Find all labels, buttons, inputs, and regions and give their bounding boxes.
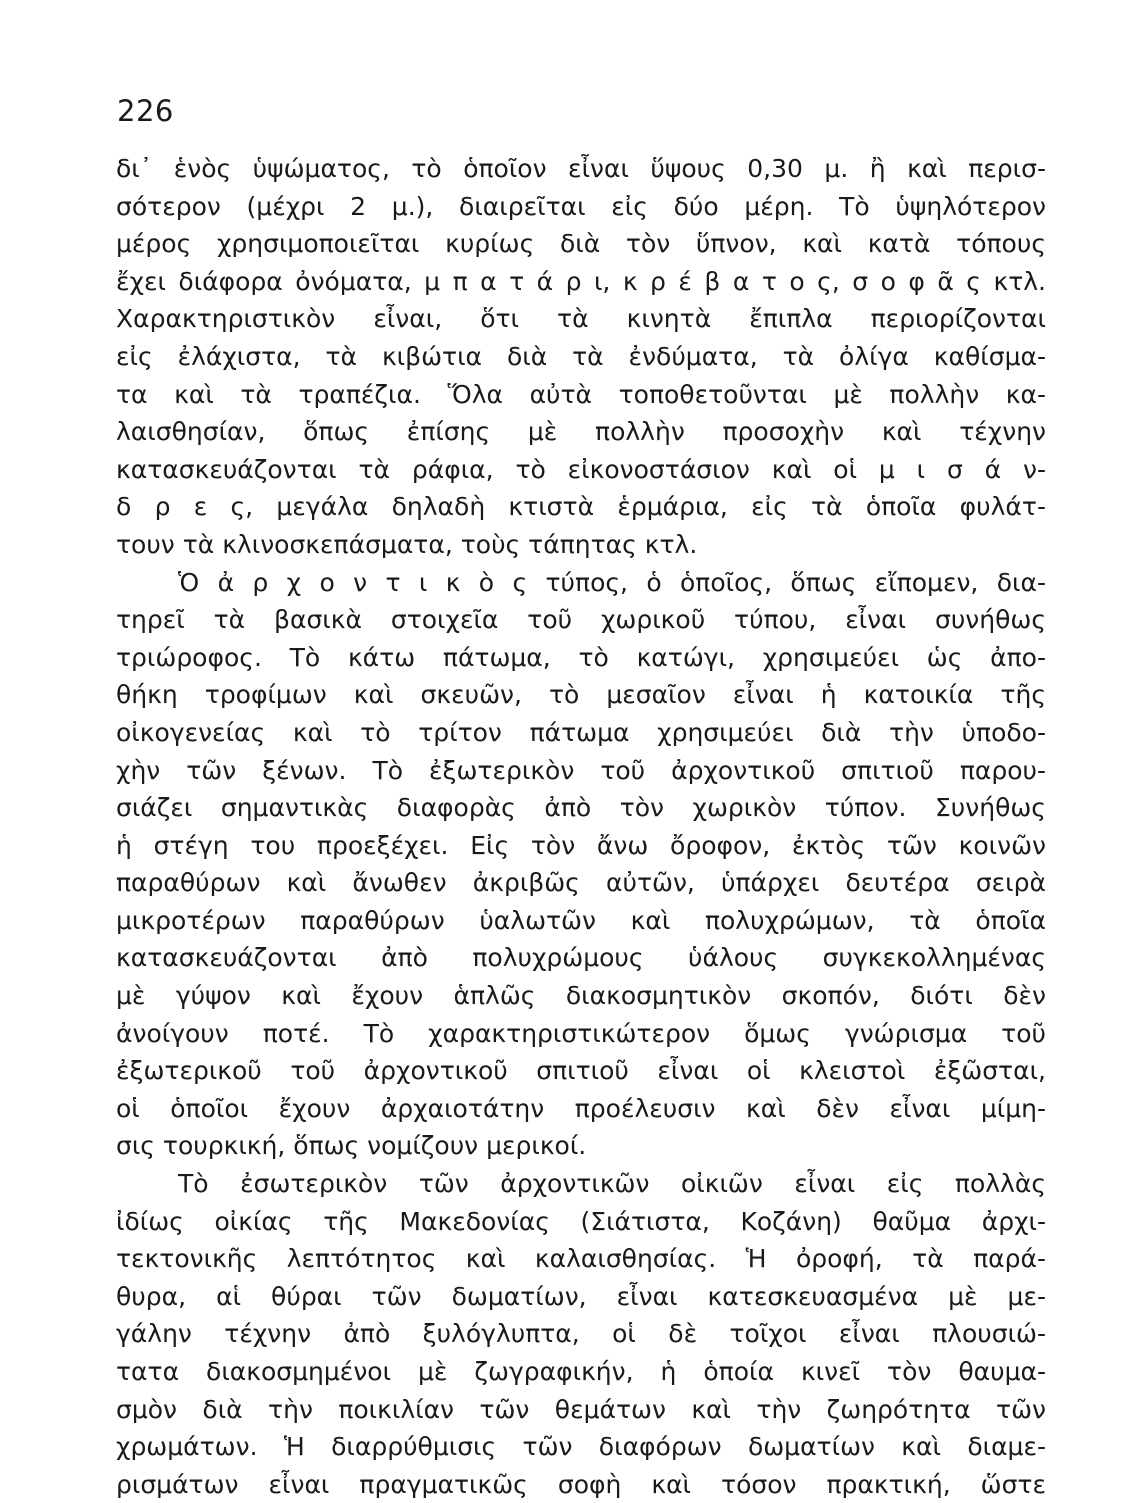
body-text: [116, 150, 1046, 1503]
text-line: παραθύρων καὶ ἄνωθεν ἀκριβῶς αὐτῶν, ὑπάρχει δευτέρα σειρὰ: [116, 868, 1046, 898]
text-line: οἰκογενείας καὶ τὸ τρίτον πάτωμα χρησιμεύει διὰ τὴν ὑποδο-: [116, 717, 1046, 747]
paragraph-start-line: Τὸ ἐσωτερικὸν τῶν ἀρχοντικῶν οἰκιῶν εἶναι εἰς πολλὰς: [178, 1169, 1046, 1199]
text-line: κατασκευάζονται τὰ ράφια, τὸ εἰκονοστάσιον καὶ οἱ μ ι σ ά ν-: [116, 454, 1046, 484]
text-line: τατα διακοσμημένοι μὲ ζωγραφικήν, ἡ ὁποία κινεῖ τὸν θαυμα-: [116, 1357, 1046, 1386]
text-line: Χαρακτηριστικὸν εἶναι, ὅτι τὰ κινητὰ ἔπιπλα περιορίζονται: [116, 304, 1046, 334]
text-line: θυρα, αἱ θύραι τῶν δωματίων, εἶναι κατεσκευασμένα μὲ με-: [116, 1281, 1046, 1311]
text-line: ἀνοίγουν ποτέ. Τὸ χαρακτηριστικώτερον ὅμως γνώρισμα τοῦ: [116, 1018, 1046, 1048]
text-line: σότερον (μέχρι 2 μ.), διαιρεῖται εἰς δύο μέρη. Τὸ ὑψηλότερον: [116, 191, 1046, 221]
paragraph-start-line: Ὁ ἀ ρ χ ο ν τ ι κ ὸ ς τύπος, ὁ ὁποῖος, ὅπως εἴπομεν, δια-: [178, 567, 1046, 597]
text-line: ἐξωτερικοῦ τοῦ ἀρχοντικοῦ σπιτιοῦ εἶναι οἱ κλειστοὶ ἐξῶσται,: [116, 1056, 1046, 1086]
text-line: ρισμάτων εἶναι πραγματικῶς σοφὴ καὶ τόσον πρακτική, ὥστε: [116, 1469, 1046, 1499]
text-line: σιάζει σημαντικὰς διαφορὰς ἀπὸ τὸν χωρικὸν τύπον. Συνήθως: [116, 793, 1046, 823]
text-line: τα καὶ τὰ τραπέζια. Ὅλα αὐτὰ τοποθετοῦνται μὲ πολλὴν κα-: [116, 379, 1046, 409]
text-line: χρωμάτων. Ἡ διαρρύθμισις τῶν διαφόρων δωματίων καὶ διαμε-: [116, 1432, 1046, 1462]
text-line: δι᾽ ἑνὸς ὑψώματος, τὸ ὁποῖον εἶναι ὕψους 0,30 μ. ἢ καὶ περισ-: [116, 154, 1046, 183]
page-number: 226: [117, 94, 174, 128]
text-line: γάλην τέχνην ἀπὸ ξυλόγλυπτα, οἱ δὲ τοῖχοι εἶναι πλουσιώ-: [116, 1319, 1046, 1349]
text-line: ἡ στέγη του προεξέχει. Εἰς τὸν ἄνω ὄροφον, ἐκτὸς τῶν κοινῶν: [116, 830, 1046, 860]
text-line: κατασκευάζονται ἀπὸ πολυχρώμους ὑάλους συγκεκολλημένας: [116, 943, 1046, 973]
text-line: εἰς ἐλάχιστα, τὰ κιβώτια διὰ τὰ ἐνδύματα, τὰ ὀλίγα καθίσμα-: [116, 341, 1046, 371]
text-line: τουν τὰ κλινοσκεπάσματα, τοὺς τάπητας κτλ.: [116, 529, 698, 559]
text-line: τηρεῖ τὰ βασικὰ στοιχεῖα τοῦ χωρικοῦ τύπου, εἶναι συνήθως: [116, 605, 1046, 635]
text-line: σις τουρκική, ὅπως νομίζουν μερικοί.: [116, 1131, 587, 1161]
text-line: ἰδίως οἰκίας τῆς Μακεδονίας (Σιάτιστα, Κοζάνη) θαῦμα ἀρχι-: [116, 1206, 1046, 1236]
text-line: σμὸν διὰ τὴν ποικιλίαν τῶν θεμάτων καὶ τὴν ζωηρότητα τῶν: [116, 1394, 1046, 1424]
text-line: δ ρ ε ς, μεγάλα δηλαδὴ κτιστὰ ἑρμάρια, εἰς τὰ ὁποῖα φυλάτ-: [116, 492, 1046, 522]
text-line: λαισθησίαν, ὅπως ἐπίσης μὲ πολλὴν προσοχὴν καὶ τέχνην: [116, 417, 1046, 447]
text-line: ἔχει διάφορα ὀνόματα, μ π α τ ά ρ ι, κ ρ έ β α τ ο ς, σ ο φ ᾶ ς κτλ.: [116, 266, 1046, 296]
text-line: οἱ ὁποῖοι ἔχουν ἀρχαιοτάτην προέλευσιν καὶ δὲν εἶναι μίμη-: [116, 1093, 1046, 1123]
text-line: θήκη τροφίμων καὶ σκευῶν, τὸ μεσαῖον εἶναι ἡ κατοικία τῆς: [116, 680, 1046, 710]
text-line: μικροτέρων παραθύρων ὑαλωτῶν καὶ πολυχρώμων, τὰ ὁποῖα: [116, 905, 1046, 935]
text-line: τριώροφος. Τὸ κάτω πάτωμα, τὸ κατώγι, χρησιμεύει ὡς ἀπο-: [116, 642, 1046, 672]
text-line: χὴν τῶν ξένων. Τὸ ἐξωτερικὸν τοῦ ἀρχοντικοῦ σπιτιοῦ παρου-: [116, 755, 1046, 785]
text-line: μέρος χρησιμοποιεῖται κυρίως διὰ τὸν ὕπνον, καὶ κατὰ τόπους: [116, 229, 1046, 259]
text-line: τεκτονικῆς λεπτότητος καὶ καλαισθησίας. Ἡ ὀροφή, τὰ παρά-: [116, 1244, 1046, 1274]
text-line: μὲ γύψον καὶ ἔχουν ἁπλῶς διακοσμητικὸν σκοπόν, διότι δὲν: [116, 981, 1046, 1011]
